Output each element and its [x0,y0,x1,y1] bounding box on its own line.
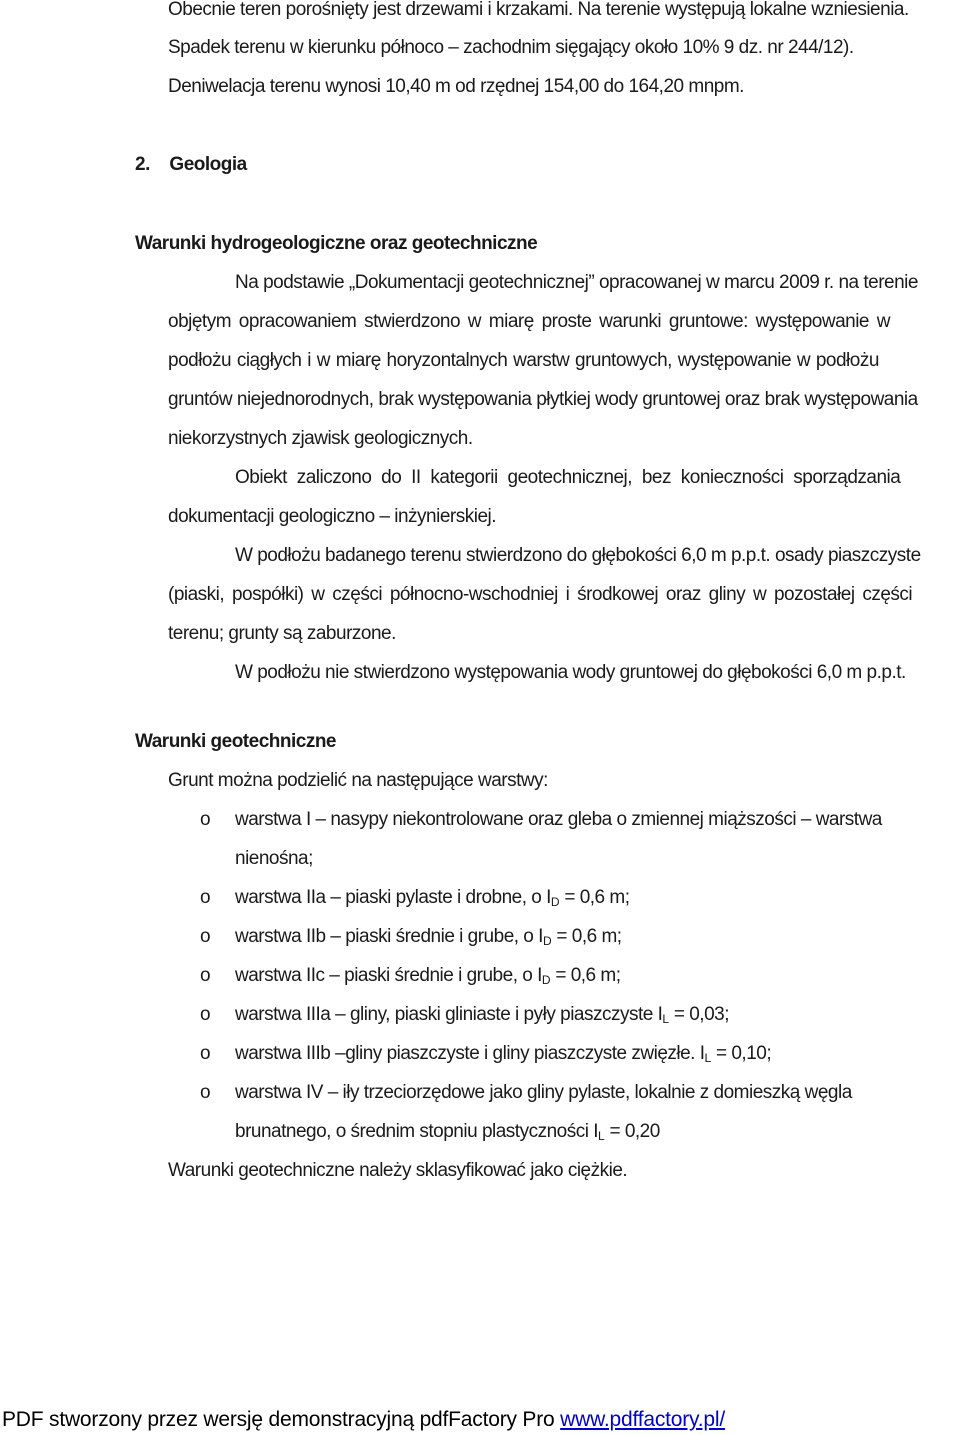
bullet-marker: o [200,1004,211,1025]
section-number: 2. [135,154,150,175]
bullet-marker: o [200,809,211,830]
intro-line-1: Obecnie teren porośnięty jest drzewami i krzakami. Na terenie występują lokalne wzniesienia. [168,0,909,20]
bullet-marker: o [200,926,211,947]
section-title: Geologia [169,154,247,175]
layer-2: warstwa IIa – piaski pylaste i drobne, o $I_D = 0,6$ m; [235,887,630,909]
geotech-conclusion: Warunki geotechniczne należy sklasyfikować jako ciężkie. [168,1160,628,1181]
hydro-p3-line-1: W podłożu badanego terenu stwierdzono do głębokości 6,0 m p.p.t. osady piaszczyste [235,545,921,566]
geotech-heading: Warunki geotechniczne [135,731,336,752]
bullet-marker: o [200,1082,211,1103]
hydro-p2-line-1: Obiekt zaliczono do II kategorii geotechnicznej, bez konieczności sporządzania [235,467,901,488]
pdf-footer [2,1408,725,1432]
section-heading [135,153,247,177]
layer-7-line-1: warstwa IV – iły trzeciorzędowe jako gliny pylaste, lokalnie z domieszką węgla [235,1082,852,1103]
bullet-marker: o [200,965,211,986]
hydro-p3-line-2: (piaski, pospółki) w części północno-wschodniej i środkowej oraz gliny w pozostałej części [168,584,913,605]
hydro-p1-line-4: gruntów niejednorodnych, brak występowania płytkiej wody gruntowej oraz brak występowania [168,389,918,410]
layer-5: warstwa IIIa – gliny, piaski gliniaste i pyły piaszczyste $I_L = 0,03$; [235,1004,729,1026]
intro-line-2: Spadek terenu w kierunku północo – zachodnim sięgający około 10% 9 dz. nr 244/12). [168,37,854,58]
layer-3: warstwa IIb – piaski średnie i grube, o $I_D = 0,6$ m; [235,926,622,948]
bullet-marker: o [200,887,211,908]
layer-4: warstwa IIc – piaski średnie i grube, o $I_D = 0,6$ m; [235,965,621,987]
layer-1-line-2: nienośna; [235,848,313,869]
hydro-p1-line-5: niekorzystnych zjawisk geologicznych. [168,428,473,449]
footer-text: PDF stworzony przez wersję demonstracyjną pdfFactory Pro [2,1408,561,1431]
hydro-heading: Warunki hydrogeologiczne oraz geotechniczne [135,233,538,254]
layer-6: warstwa IIIb –gliny piaszczyste i gliny piaszczyste zwięzłe. $I_L = 0,10$; [235,1043,772,1065]
hydro-p4-line-1: W podłożu nie stwierdzono występowania wody gruntowej do głębokości 6,0 m p.p.t. [235,662,906,683]
bullet-marker: o [200,1043,211,1064]
hydro-p2-line-2: dokumentacji geologiczno – inżynierskiej. [168,506,497,527]
geotech-intro: Grunt można podzielić na następujące warstwy: [168,770,548,791]
footer-link[interactable]: www.pdffactory.pl/ [560,1408,726,1431]
layer-7-line-2: brunatnego, o średnim stopniu plastyczności $I_L = 0,20$ [235,1121,660,1143]
intro-line-3: Deniwelacja terenu wynosi 10,40 m od rzędnej 154,00 do 164,20 mnpm. [168,76,744,97]
hydro-p3-line-3: terenu; grunty są zaburzone. [168,623,396,644]
hydro-p1-line-3: podłożu ciągłych i w miarę horyzontalnych warstw gruntowych, występowanie w podłożu [168,350,879,371]
hydro-p1-line-1: Na podstawie „Dokumentacji geotechnicznej” opracowanej w marcu 2009 r. na terenie [235,272,918,293]
layer-1-line-1: warstwa I – nasypy niekontrolowane oraz gleba o zmiennej miąższości – warstwa [235,809,882,830]
hydro-p1-line-2: objętym opracowaniem stwierdzono w miarę proste warunki gruntowe: występowanie w [168,311,890,332]
